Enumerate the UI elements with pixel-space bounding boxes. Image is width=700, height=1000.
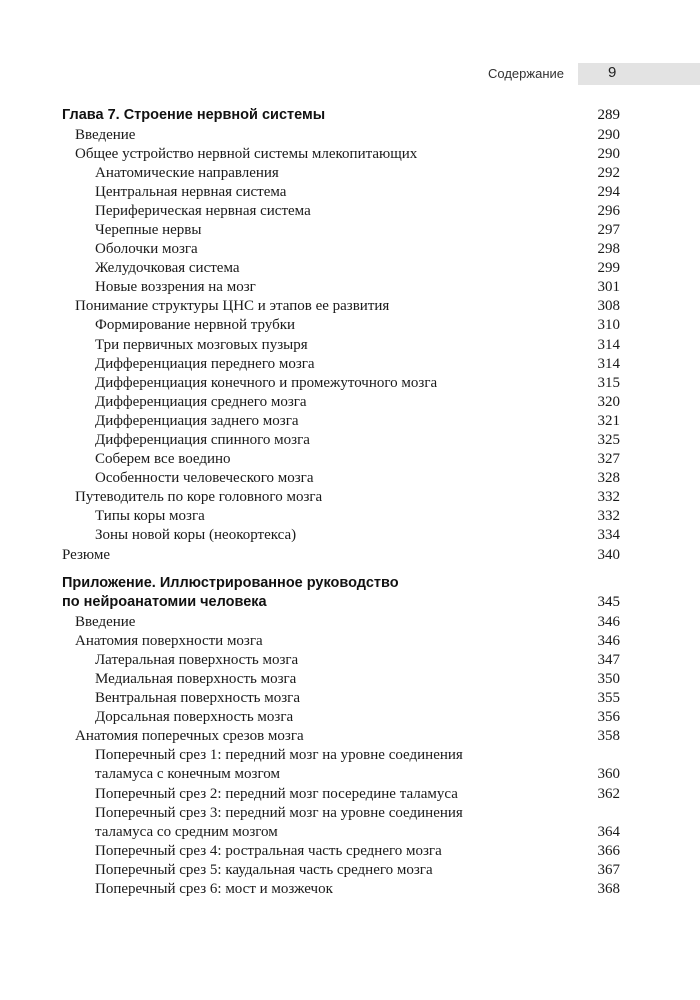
toc-entry-page: 356 <box>597 709 620 726</box>
toc-entry-title: Типы коры мозга <box>95 508 205 525</box>
toc-entry[interactable] <box>62 546 620 565</box>
toc-entry-page: 314 <box>597 336 620 353</box>
toc-entry-title-line: Поперечный срез 1: передний мозг на уровне соединения <box>95 747 463 764</box>
toc-entry[interactable] <box>62 164 620 183</box>
toc-entry[interactable] <box>62 670 620 689</box>
toc-entry[interactable] <box>62 297 620 316</box>
page-number: 9 <box>608 64 617 81</box>
toc-entry[interactable] <box>62 183 620 202</box>
toc-entry-title: Глава 7. Строение нервной системы <box>62 107 326 123</box>
toc-entry-title: Поперечный срез 4: ростральная часть среднего мозга <box>95 842 442 859</box>
toc-entry-page: 294 <box>597 183 620 200</box>
toc-entry-title: Поперечный срез 6: мост и мозжечок <box>95 880 333 897</box>
page-header <box>0 63 700 85</box>
toc-chapter-heading[interactable] <box>62 106 620 126</box>
toc-entry[interactable] <box>62 651 620 670</box>
toc-section-appendix <box>62 574 620 899</box>
toc-entry-title: Введение <box>75 126 136 143</box>
toc-entry[interactable] <box>62 880 620 899</box>
toc-entry[interactable] <box>62 240 620 259</box>
toc-entry-page: 350 <box>597 670 620 687</box>
toc-entry[interactable] <box>62 526 620 545</box>
toc-entry-title: Анатомические направления <box>95 164 279 181</box>
toc-entry-title: Введение <box>75 613 136 630</box>
page-number-band <box>578 63 700 85</box>
toc-entry[interactable] <box>62 507 620 526</box>
toc-entry-page: 327 <box>597 451 620 468</box>
toc-entry-page: 334 <box>597 527 620 544</box>
toc-entry-page: 367 <box>597 861 620 878</box>
toc-entry[interactable] <box>62 450 620 469</box>
toc-section-chapter-7 <box>62 106 620 565</box>
toc-entry-title <box>62 746 598 784</box>
toc-chapter-heading[interactable] <box>62 574 620 613</box>
toc-entry-page: 345 <box>597 594 620 611</box>
toc-entry-title: Черепные нервы <box>95 221 202 238</box>
toc-entry-title: Дифференциация среднего мозга <box>95 393 307 410</box>
toc-entry[interactable] <box>62 393 620 412</box>
toc-entry[interactable] <box>62 842 620 861</box>
toc-entry-title: Периферическая нервная система <box>95 202 311 219</box>
toc-entry-page: 290 <box>597 126 620 143</box>
toc-entry[interactable] <box>62 412 620 431</box>
toc-entry-title: Вентральная поверхность мозга <box>95 690 300 707</box>
toc-entry-page: 289 <box>597 107 620 123</box>
toc-entry-title: Особенности человеческого мозга <box>95 470 314 487</box>
toc-entry[interactable] <box>62 804 620 842</box>
toc-entry[interactable] <box>62 374 620 393</box>
toc-entry-page: 355 <box>597 690 620 707</box>
toc-entry-title: Анатомия поперечных срезов мозга <box>75 728 304 745</box>
toc-entry-title: Оболочки мозга <box>95 241 198 258</box>
toc-entry[interactable] <box>62 861 620 880</box>
toc-entry-title: Три первичных мозговых пузыря <box>95 336 308 353</box>
toc-entry[interactable] <box>62 316 620 335</box>
toc-entry-title: Дифференциация конечного и промежуточного мозга <box>95 374 438 391</box>
toc-entry[interactable] <box>62 469 620 488</box>
toc-entry-title: Новые воззрения на мозг <box>95 279 256 296</box>
toc-entry-title: Соберем все воедино <box>95 451 231 468</box>
toc-entry-page: 358 <box>597 728 620 745</box>
toc-entry-page: 320 <box>597 393 620 410</box>
toc-entry-title: Центральная нервная система <box>95 183 287 200</box>
toc-entry-title: Зоны новой коры (неокортекса) <box>95 527 297 544</box>
toc-entry-title <box>62 574 598 613</box>
toc-entry-page: 364 <box>597 823 620 840</box>
toc-entry-page: 315 <box>597 374 620 391</box>
toc-entry-page: 362 <box>597 785 620 802</box>
toc-entry[interactable] <box>62 785 620 804</box>
toc-entry[interactable] <box>62 259 620 278</box>
toc-entry-page: 332 <box>597 508 620 525</box>
toc-entry[interactable] <box>62 689 620 708</box>
toc-entry-page: 301 <box>597 279 620 296</box>
toc-entry-title: Дорсальная поверхность мозга <box>95 709 294 726</box>
toc-entry-page: 321 <box>597 412 620 429</box>
toc-entry-page: 299 <box>597 260 620 277</box>
toc-entry[interactable] <box>62 613 620 632</box>
toc-entry-title-line: Приложение. Иллюстрированное руководство <box>62 574 399 591</box>
toc-entry-title: Поперечный срез 5: каудальная часть среднего мозга <box>95 861 433 878</box>
toc-entry-title: Путеводитель по коре головного мозга <box>75 489 323 506</box>
toc-entry-page: 290 <box>597 145 620 162</box>
toc-entry[interactable] <box>62 278 620 297</box>
toc-entry-title: Резюме <box>62 546 111 563</box>
table-of-contents <box>62 106 620 899</box>
toc-entry-title <box>62 804 598 842</box>
toc-entry-title-line: таламуса со средним мозгом <box>95 823 278 840</box>
toc-entry-page: 366 <box>597 842 620 859</box>
toc-entry-title: Анатомия поверхности мозга <box>75 632 263 649</box>
toc-entry-title: Общее устройство нервной системы млекопитающих <box>75 145 418 162</box>
toc-entry[interactable] <box>62 632 620 651</box>
toc-entry-page: 332 <box>597 489 620 506</box>
toc-entry-page: 310 <box>597 317 620 334</box>
toc-entry-page: 292 <box>597 164 620 181</box>
toc-entry[interactable] <box>62 221 620 240</box>
toc-entry[interactable] <box>62 488 620 507</box>
toc-entry-page: 314 <box>597 355 620 372</box>
toc-entry[interactable] <box>62 431 620 450</box>
toc-entry-page: 368 <box>597 880 620 897</box>
running-head: Содержание <box>488 66 564 81</box>
toc-entry-page: 360 <box>597 766 620 783</box>
toc-entry-title: Дифференциация заднего мозга <box>95 412 299 429</box>
toc-entry-page: 297 <box>597 221 620 238</box>
toc-entry[interactable] <box>62 708 620 727</box>
toc-entry-title-line: таламуса с конечным мозгом <box>95 766 280 783</box>
toc-entry[interactable] <box>62 746 620 784</box>
toc-entry-page: 308 <box>597 298 620 315</box>
toc-entry-page: 346 <box>597 632 620 649</box>
toc-entry-title: Медиальная поверхность мозга <box>95 670 297 687</box>
toc-entry-title: Желудочковая система <box>95 260 240 277</box>
toc-entry[interactable] <box>62 202 620 221</box>
toc-entry-title: Дифференциация переднего мозга <box>95 355 315 372</box>
toc-entry-title: Понимание структуры ЦНС и этапов ее развития <box>75 298 390 315</box>
toc-entry[interactable] <box>62 126 620 145</box>
toc-entry-title: Формирование нервной трубки <box>95 317 296 334</box>
toc-entry-page: 340 <box>597 546 620 563</box>
toc-entry-page: 346 <box>597 613 620 630</box>
toc-entry-page: 325 <box>597 432 620 448</box>
toc-entry[interactable] <box>62 727 620 746</box>
toc-entry-title: Дифференциация спинного мозга <box>95 432 310 448</box>
toc-entry-title-line: по нейроанатомии человека <box>62 594 267 611</box>
toc-entry[interactable] <box>62 355 620 374</box>
toc-entry-page: 347 <box>597 651 620 668</box>
toc-entry[interactable] <box>62 336 620 355</box>
toc-entry[interactable] <box>62 145 620 164</box>
toc-entry-page: 328 <box>597 470 620 487</box>
toc-entry-title: Латеральная поверхность мозга <box>95 651 299 668</box>
toc-entry-title: Поперечный срез 2: передний мозг посередине таламуса <box>95 785 458 802</box>
toc-entry-page: 296 <box>597 202 620 219</box>
toc-entry-page: 298 <box>597 241 620 258</box>
toc-entry-title-line: Поперечный срез 3: передний мозг на уровне соединения <box>95 804 463 821</box>
